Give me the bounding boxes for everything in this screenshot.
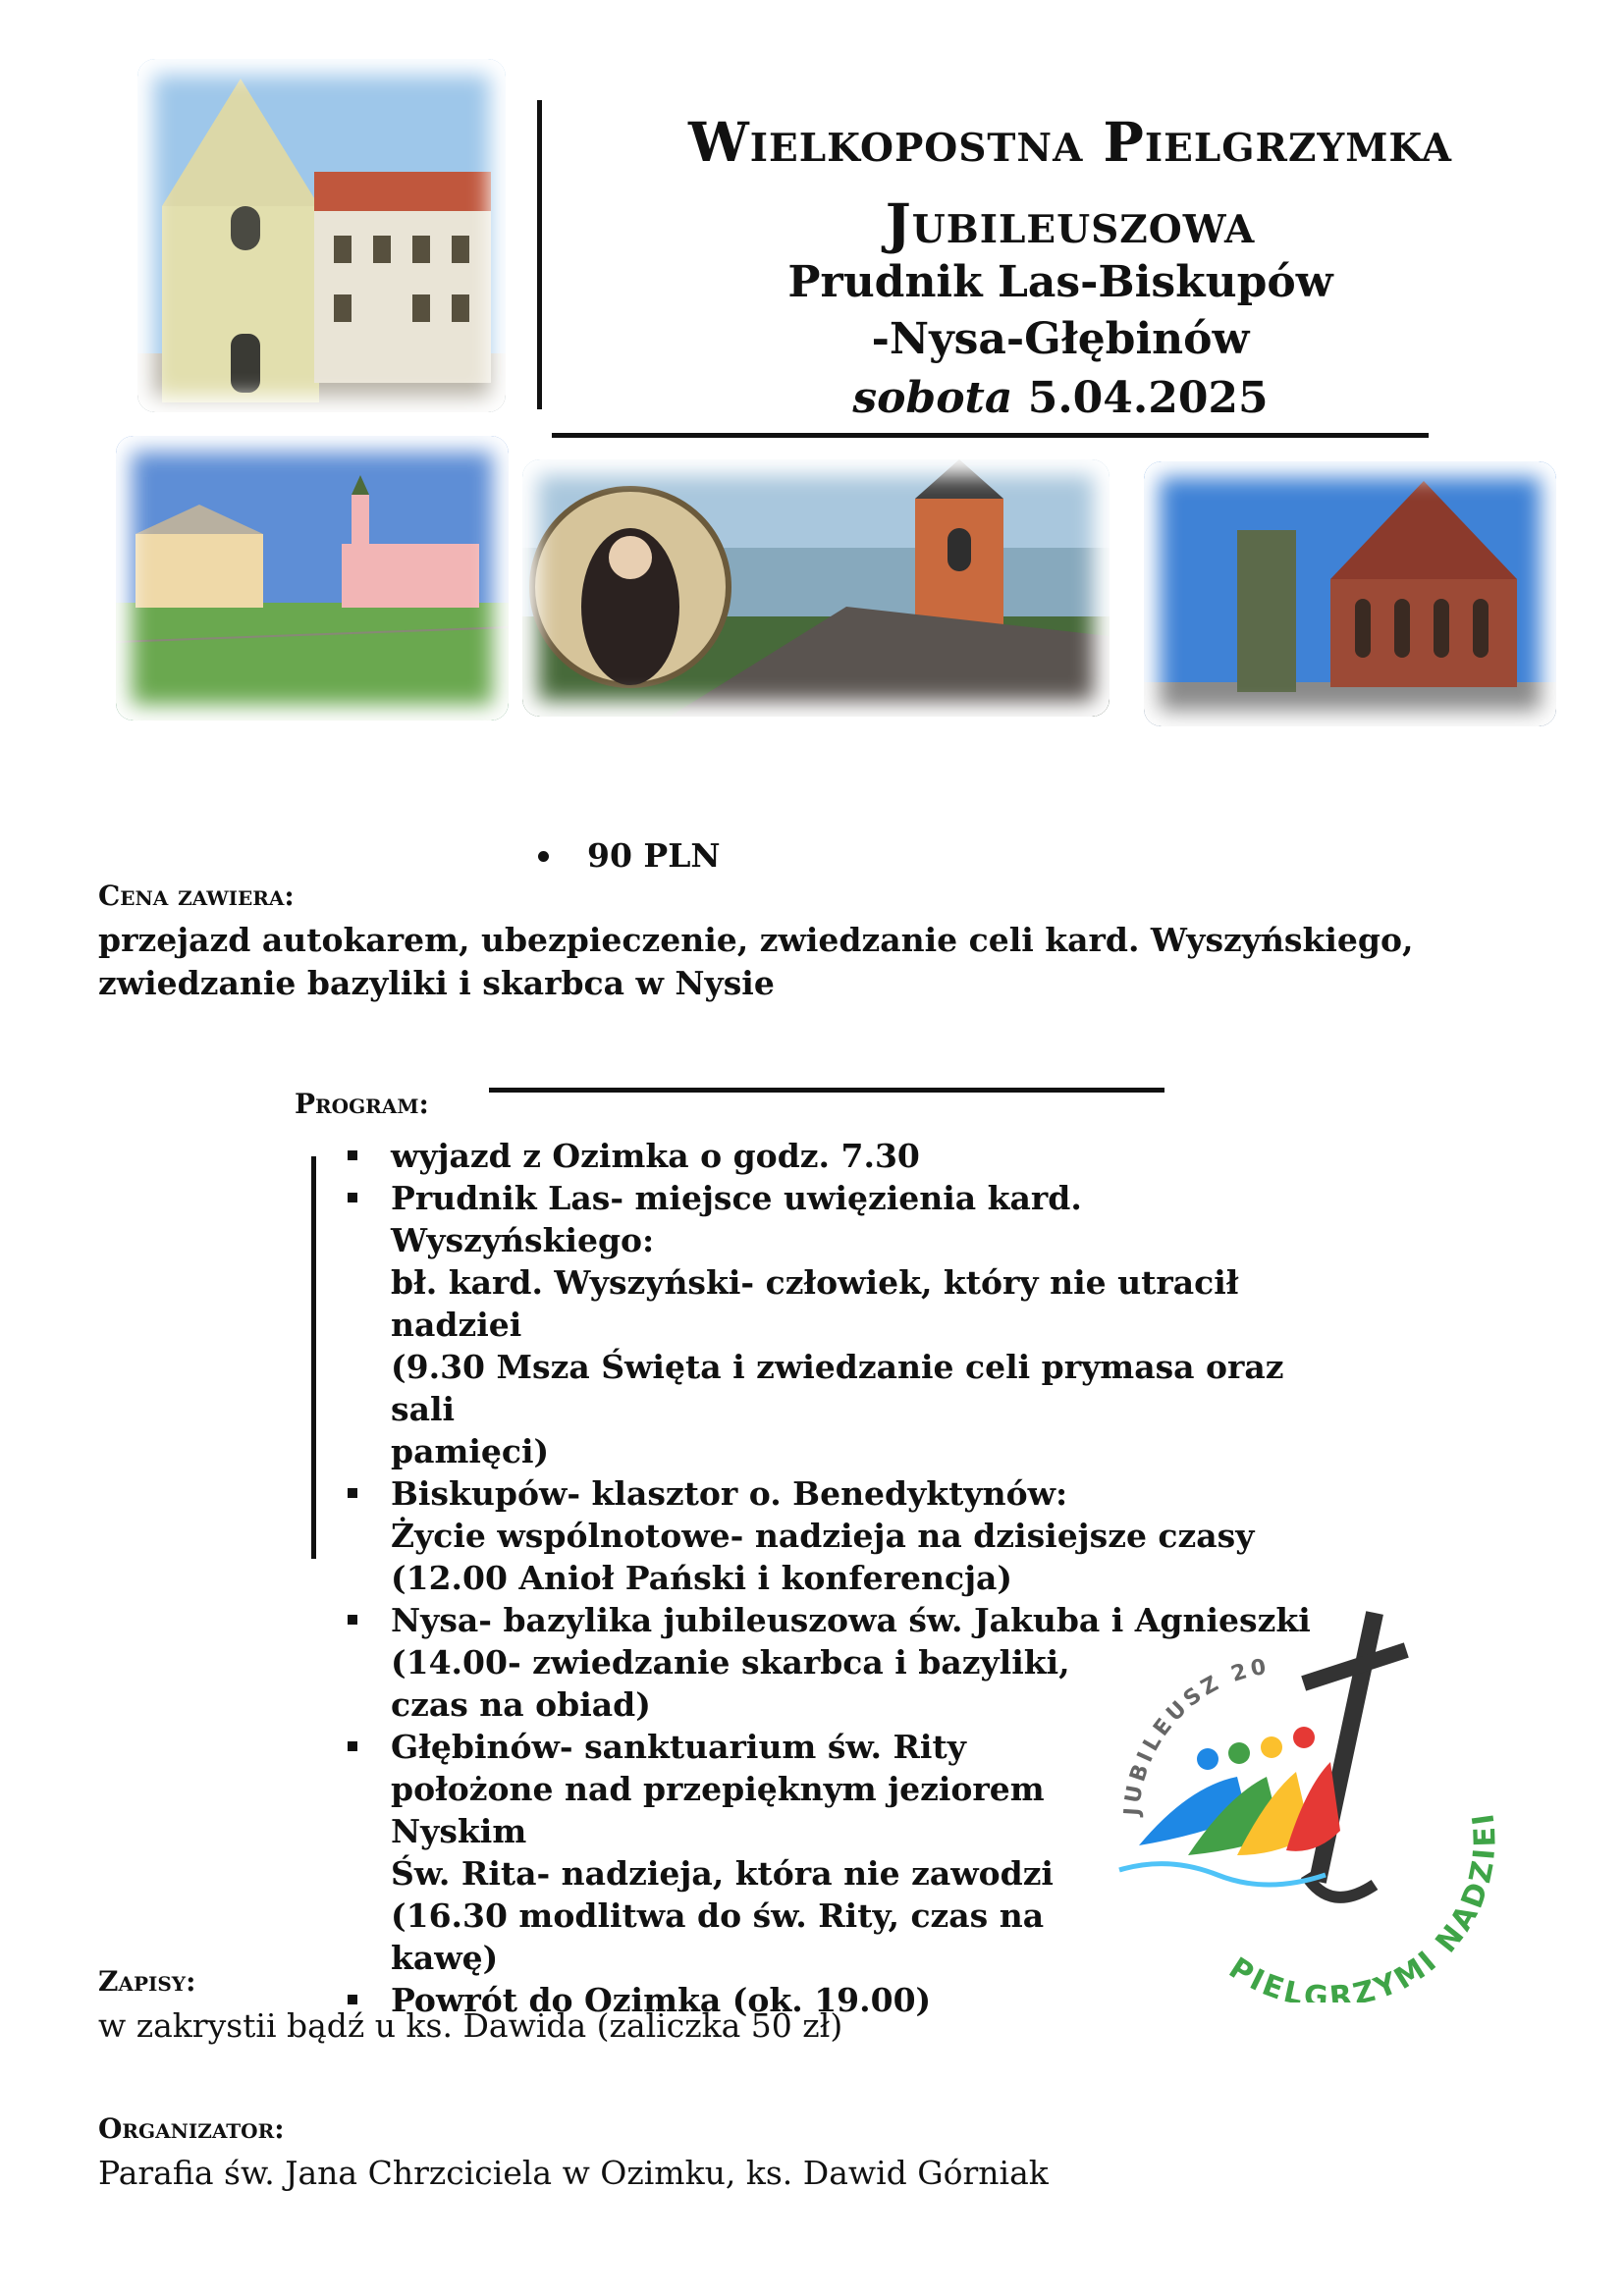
program-item: Powrót do Ozimka (ok. 19.00) <box>344 1979 1326 2021</box>
program-item: Prudnik Las- miejsce uwięzienia kard. Wyszyńskiego: bł. kard. Wyszyński- człowiek, który nie utracił nadziei (9.30 Msza Święta i zwiedzanie celi prymasa oraz sali pamięci) <box>344 1177 1326 1472</box>
title-line-2: Jubileuszowa <box>885 191 1256 255</box>
signup-heading: Zapisy: <box>98 1965 196 1998</box>
program-item: Głębinów- sanktuarium św. Rity położone nad przepięknym jeziorem Nyskim Św. Rita- nadzieja, która nie zawodzi (16.30 modlitwa do św. Rity, czas na kawę) <box>344 1726 1326 1979</box>
jubilee-logo <box>1080 1590 1502 2002</box>
signup-text: w zakrystii bądź u ks. Dawida (zaliczka 50 zł) <box>98 2006 843 2045</box>
program-item: Biskupów- klasztor o. Benedyktynów: Życie wspólnotowe- nadzieja na dzisiejsze czasy (12.00 Anioł Pański i konferencja) <box>344 1472 1326 1599</box>
program-item: wyjazd z Ozimka o godz. 7.30 <box>344 1135 1326 1177</box>
header-underline <box>552 433 1429 438</box>
event-date <box>569 373 1551 423</box>
logo-top-text: JUBILEUSZ 20 <box>1119 1654 1272 1817</box>
logo-bottom-text: PIELGRZYMI NADZIEI <box>1222 1808 1502 2002</box>
event-day: sobota <box>852 373 1013 423</box>
program-divider <box>489 1088 1164 1093</box>
event-date-value: 5.04.2025 <box>1027 373 1269 423</box>
program-item: Nysa- bazylika jubileuszowa św. Jakuba i Agnieszki (14.00- zwiedzanie skarbca i bazyliki, czas na obiad) <box>344 1599 1326 1726</box>
basilica-photo <box>1144 461 1556 726</box>
route-line-1: Prudnik Las-Biskupów <box>787 257 1333 307</box>
price-value: 90 PLN <box>587 836 721 875</box>
price-bullet <box>538 851 549 862</box>
includes-heading: Cena zawiera: <box>98 880 295 912</box>
header-divider-vertical <box>537 100 542 409</box>
landscape-photo <box>116 436 509 721</box>
organizer-heading: Organizator: <box>98 2112 285 2145</box>
church-photo <box>137 59 506 412</box>
route-line-2: -Nysa-Głębinów <box>871 314 1250 364</box>
title-line-1: Wielkopostna Pielgrzymka <box>687 110 1453 174</box>
program-heading: Program: <box>295 1088 429 1120</box>
organizer-text: Parafia św. Jana Chrzciciela w Ozimku, ks. Dawid Górniak <box>98 2154 1049 2192</box>
svg-text:JUBILEUSZ 2025 <box>1080 1590 1272 1818</box>
program-vertical-bar <box>311 1156 316 1559</box>
lake-church-photo <box>522 459 1110 717</box>
includes-text: przejazd autokarem, ubezpieczenie, zwiedzanie celi kard. Wyszyńskiego, zwiedzanie bazyliki i skarbca w Nysie <box>98 921 1414 1002</box>
